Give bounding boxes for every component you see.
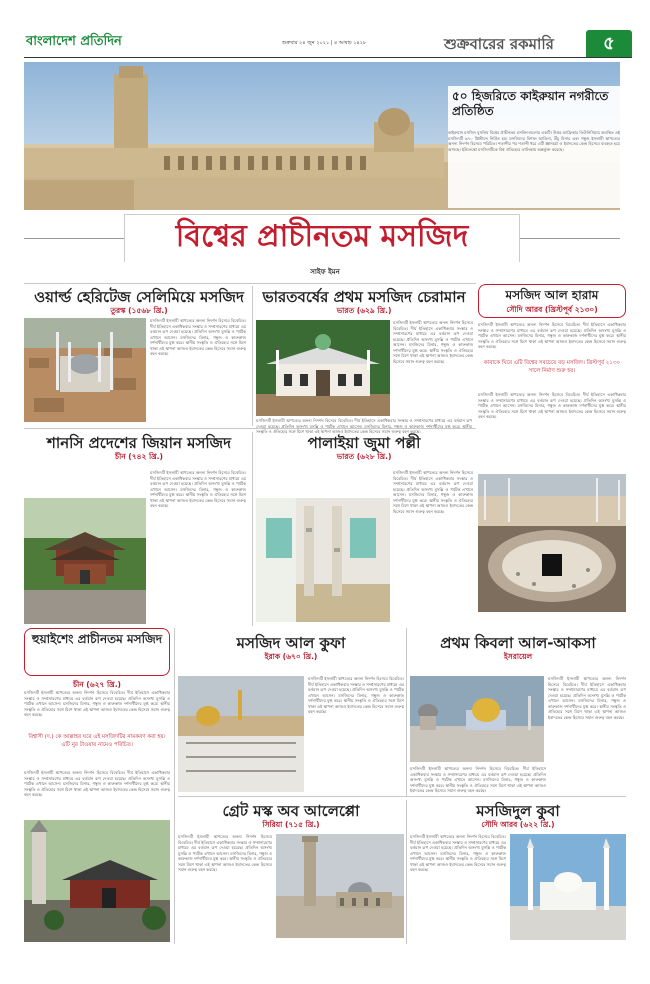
article-title-kufa: মসজিদ আল কুফা: [236, 634, 346, 652]
haram-quote-text: কাবাকে ঘিরে এটি বিশ্বের সবচেয়ে বড় মসজিদ। খ্রিস্টপূর্ব ২১৩০ সালে নির্মাণ শুরু হয়।: [483, 360, 621, 374]
article-body-aqsa: মসজিদটি ইসলামী স্থাপত্যের অনন্য নিদর্শন হিসেবে বিবেচিত। দীর্ঘ ইতিহাসে একাধিকবার সংস্কার ও সম্প্রসারণের মাধ্যমে এর বর্তমান রূপ দেওয়া হয়েছে। প্রতিদিন অসংখ্য মুসল্লি ও পর্যটক এখানে আসেন। মসজিদের মিনার, গম্বুজ ও কারুকাজ দর্শনার্থীদের মুগ্ধ করে। স্থানীয় সংস্কৃতি ও ঐতিহ্যের সঙ্গে মিশে থাকা এই স্থাপনা আজও ইবাদতের কেন্দ্র হিসেবে সমান গুরুত্ব বহন করছে।: [548, 676, 626, 720]
rule-row1-top: [24, 283, 476, 284]
location-cheraman: ভারত (৬২৯ খ্রি.): [336, 306, 392, 315]
haram-quote: [478, 360, 626, 390]
location-haram: সৌদি আরব (খ্রিস্টপূর্ব ২১৩০): [506, 305, 598, 314]
rule-row2-top: [24, 428, 476, 429]
article-body-huaisheng: মসজিদটি ইসলামী স্থাপত্যের অনন্য নিদর্শন হিসেবে বিবেচিত। দীর্ঘ ইতিহাসে একাধিকবার সংস্কার ও সম্প্রসারণের মাধ্যমে এর বর্তমান রূপ দেওয়া হয়েছে। প্রতিদিন অসংখ্য মুসল্লি ও পর্যটক এখানে আসেন। মসজিদের মিনার, গম্বুজ ও কারুকাজ দর্শনার্থীদের মুগ্ধ করে। স্থানীয় সংস্কৃতি ও ঐতিহ্যের সঙ্গে মিশে থাকা এই স্থাপনা আজও ইবাদতের কেন্দ্র হিসেবে সমান গুরুত্ব বহন করছে।: [24, 690, 170, 717]
top-story-headline: ৫০ হিজরিতে কাইরুয়ান নগরীতে প্রতিষ্ঠিত: [452, 89, 609, 118]
article-body-aleppo: মসজিদটি ইসলামী স্থাপত্যের অনন্য নিদর্শন হিসেবে বিবেচিত। দীর্ঘ ইতিহাসে একাধিকবার সংস্কার ও সম্প্রসারণের মাধ্যমে এর বর্তমান রূপ দেওয়া হয়েছে। প্রতিদিন অসংখ্য মুসল্লি ও পর্যটক এখানে আসেন। মসজিদের মিনার, গম্বুজ ও কারুকাজ দর্শনার্থীদের মুগ্ধ করে। স্থানীয় সংস্কৃতি ও ঐতিহ্যের সঙ্গে মিশে থাকা এই স্থাপনা আজও ইবাদতের কেন্দ্র হিসেবে সমান গুরুত্ব বহন করছে।: [178, 834, 272, 872]
article-body-huaisheng-2: মসজিদটি ইসলামী স্থাপত্যের অনন্য নিদর্শন হিসেবে বিবেচিত। দীর্ঘ ইতিহাসে একাধিকবার সংস্কার ও সম্প্রসারণের মাধ্যমে এর বর্তমান রূপ দেওয়া হয়েছে। প্রতিদিন অসংখ্য মুসল্লি ও পর্যটক এখানে আসেন। মসজিদের মিনার, গম্বুজ ও কারুকাজ দর্শনার্থীদের মুগ্ধ করে। স্থানীয় সংস্কৃতি ও ঐতিহ্যের সঙ্গে মিশে থাকা এই স্থাপনা আজও ইবাদতের কেন্দ্র হিসেবে সমান গুরুত্ব বহন করছে।: [24, 770, 170, 797]
article-title-palaiya: পালাইয়া জুমা পল্লী: [307, 434, 421, 452]
article-title-haram: মসজিদ আল হারাম: [505, 288, 599, 302]
top-story-body: কাইরুয়ান মসজিদ মুসলিম বিশ্বের প্রাচীনতম মসজিদগুলোর একটি। উত্তর আফ্রিকার তিউনিসিয়ায় অবস্থিত এই মসজিদটি ৬৭০ খ্রিস্টাব্দে নির্মিত হয়। মসজিদের বিশাল আঙিনা, উঁচু মিনার এবং গম্বুজ ইসলামী স্থাপত্যের অনন্য নিদর্শন হিসেবে পরিচিত। শতাব্দীর পর শতাব্দী ধরে এটি জ্ঞানচর্চা ও ইবাদতের কেন্দ্র হিসেবে ব্যবহৃত হয়ে আসছে। ইউনেস্কো মসজিদটিকে বিশ্ব ঐতিহ্যের তালিকায় অন্তর্ভুক্ত করেছে।: [448, 130, 621, 152]
article-body-haram: মসজিদটি ইসলামী স্থাপত্যের অনন্য নিদর্শন হিসেবে বিবেচিত। দীর্ঘ ইতিহাসে একাধিকবার সংস্কার ও সম্প্রসারণের মাধ্যমে এর বর্তমান রূপ দেওয়া হয়েছে। প্রতিদিন অসংখ্য মুসল্লি ও পর্যটক এখানে আসেন। মসজিদের মিনার, গম্বুজ ও কারুকাজ দর্শনার্থীদের মুগ্ধ করে। স্থানীয় সংস্কৃতি ও ঐতিহ্যের সঙ্গে মিশে থাকা এই স্থাপনা আজও ইবাদতের কেন্দ্র হিসেবে সমান গুরুত্ব বহন করছে।: [478, 322, 626, 349]
article-body-xian: মসজিদটি ইসলামী স্থাপত্যের অনন্য নিদর্শন হিসেবে বিবেচিত। দীর্ঘ ইতিহাসে একাধিকবার সংস্কার ও সম্প্রসারণের মাধ্যমে এর বর্তমান রূপ দেওয়া হয়েছে। প্রতিদিন অসংখ্য মুসল্লি ও পর্যটক এখানে আসেন। মসজিদের মিনার, গম্বুজ ও কারুকাজ দর্শনার্থীদের মুগ্ধ করে। স্থানীয় সংস্কৃতি ও ঐতিহ্যের সঙ্গে মিশে থাকা এই স্থাপনা আজও ইবাদতের কেন্দ্র হিসেবে সমান গুরুত্ব বহন করছে।: [150, 470, 246, 508]
article-body-cheraman: মসজিদটি ইসলামী স্থাপত্যের অনন্য নিদর্শন হিসেবে বিবেচিত। দীর্ঘ ইতিহাসে একাধিকবার সংস্কার ও সম্প্রসারণের মাধ্যমে এর বর্তমান রূপ দেওয়া হয়েছে। প্রতিদিন অসংখ্য মুসল্লি ও পর্যটক এখানে আসেন। মসজিদের মিনার, গম্বুজ ও কারুকাজ দর্শনার্থীদের মুগ্ধ করে। স্থানীয় সংস্কৃতি ও ঐতিহ্যের সঙ্গে মিশে থাকা এই স্থাপনা আজও ইবাদতের কেন্দ্র হিসেবে সমান গুরুত্ব বহন করছে।: [393, 320, 473, 364]
date-line: শুক্রবার ২৪ জুন ২০২১ | ৪ আষাঢ় ১৪২৮: [282, 40, 367, 46]
article-body-palaiya: মসজিদটি ইসলামী স্থাপত্যের অনন্য নিদর্শন হিসেবে বিবেচিত। দীর্ঘ ইতিহাসে একাধিকবার সংস্কার ও সম্প্রসারণের মাধ্যমে এর বর্তমান রূপ দেওয়া হয়েছে। প্রতিদিন অসংখ্য মুসল্লি ও পর্যটক এখানে আসেন। মসজিদের মিনার, গম্বুজ ও কারুকাজ দর্শনার্থীদের মুগ্ধ করে। স্থানীয় সংস্কৃতি ও ঐতিহ্যের সঙ্গে মিশে থাকা এই স্থাপনা আজও ইবাদতের কেন্দ্র হিসেবে সমান গুরুত্ব বহন করছে।: [393, 470, 473, 514]
huaisheng-quote-text: বিশ্বাসী (দ.) কে আল্লাহর ঘরে এই মসজিদটির নামকরণ করা হয়। এটি নুর টাওয়ার নামেও পরিচিত।: [28, 734, 166, 748]
location-aqsa: ইসরায়েল: [503, 652, 533, 661]
byline: সাইফ ইমন: [310, 268, 340, 276]
rule-col4: [406, 628, 407, 796]
page-number: ৫: [603, 33, 615, 54]
huaisheng-photo: [24, 820, 170, 942]
article-title-quba: মসজিদুল কুবা: [476, 802, 560, 820]
article-body-selimiye: মসজিদটি ইসলামী স্থাপত্যের অনন্য নিদর্শন হিসেবে বিবেচিত। দীর্ঘ ইতিহাসে একাধিকবার সংস্কার ও সম্প্রসারণের মাধ্যমে এর বর্তমান রূপ দেওয়া হয়েছে। প্রতিদিন অসংখ্য মুসল্লি ও পর্যটক এখানে আসেন। মসজিদের মিনার, গম্বুজ ও কারুকাজ দর্শনার্থীদের মুগ্ধ করে। স্থানীয় সংস্কৃতি ও ঐতিহ্যের সঙ্গে মিশে থাকা এই স্থাপনা আজও ইবাদতের কেন্দ্র হিসেবে সমান গুরুত্ব বহন করছে।: [150, 318, 246, 356]
main-title: বিশ্বের প্রাচীনতম মসজিদ: [124, 214, 520, 262]
location-palaiya: ভারত (৬২৮ খ্রি.): [336, 452, 392, 461]
article-title-huaisheng: হুয়াইশেং প্রাচীনতম মসজিদ: [31, 632, 163, 646]
article-title-aleppo: গ্রেট মস্ক অব আলেপ্পো: [222, 802, 360, 820]
location-kufa: ইরাক (৬৭০ খ্রি.): [264, 652, 318, 661]
main-title-rule-left: [24, 238, 124, 239]
location-xian: চীন (৭৪২ খ্রি.): [115, 452, 163, 461]
article-title-aqsa: প্রথম কিবলা আল-আকসা: [440, 634, 596, 652]
location-aleppo: সিরিয়া (৭১৫ খ্রি.): [262, 820, 320, 829]
article-title-cheraman: ভারতবর্ষের প্রথম মসজিদ চেরামান: [262, 288, 466, 306]
rule-col3: [174, 628, 175, 944]
article-body-quba: মসজিদটি ইসলামী স্থাপত্যের অনন্য নিদর্শন হিসেবে বিবেচিত। দীর্ঘ ইতিহাসে একাধিকবার সংস্কার ও সম্প্রসারণের মাধ্যমে এর বর্তমান রূপ দেওয়া হয়েছে। প্রতিদিন অসংখ্য মুসল্লি ও পর্যটক এখানে আসেন। মসজিদের মিনার, গম্বুজ ও কারুকাজ দর্শনার্থীদের মুগ্ধ করে। স্থানীয় সংস্কৃতি ও ঐতিহ্যের সঙ্গে মিশে থাকা এই স্থাপনা আজও ইবাদতের কেন্দ্র হিসেবে সমান গুরুত্ব বহন করছে।: [410, 834, 506, 872]
quba-photo: [510, 834, 626, 940]
haram-photo: [478, 474, 626, 612]
cheraman-photo: [256, 320, 390, 416]
kufa-photo: [178, 676, 304, 792]
xian-photo: [24, 498, 146, 624]
section-name: শুক্রবারের রকমারি: [444, 35, 554, 53]
location-selimiye: তুরস্ক (১৫৬৮ খ্রি.): [110, 306, 168, 315]
article-body-kufa: মসজিদটি ইসলামী স্থাপত্যের অনন্য নিদর্শন হিসেবে বিবেচিত। দীর্ঘ ইতিহাসে একাধিকবার সংস্কার ও সম্প্রসারণের মাধ্যমে এর বর্তমান রূপ দেওয়া হয়েছে। প্রতিদিন অসংখ্য মুসল্লি ও পর্যটক এখানে আসেন। মসজিদের মিনার, গম্বুজ ও কারুকাজ দর্শনার্থীদের মুগ্ধ করে। স্থানীয় সংস্কৃতি ও ঐতিহ্যের সঙ্গে মিশে থাকা এই স্থাপনা আজও ইবাদতের কেন্দ্র হিসেবে সমান গুরুত্ব বহন করছে।: [308, 676, 404, 714]
article-title-selimiye: ওয়ার্ল্ড হেরিটেজ সেলিমিয়ে মসজিদ: [34, 288, 244, 306]
article-title-xian: শানসি প্রদেশের জিয়ান মসজিদ: [47, 434, 231, 452]
article-body-aqsa-2: মসজিদটি ইসলামী স্থাপত্যের অনন্য নিদর্শন হিসেবে বিবেচিত। দীর্ঘ ইতিহাসে একাধিকবার সংস্কার ও সম্প্রসারণের মাধ্যমে এর বর্তমান রূপ দেওয়া হয়েছে। প্রতিদিন অসংখ্য মুসল্লি ও পর্যটক এখানে আসেন। মসজিদের মিনার, গম্বুজ ও কারুকাজ দর্শনার্থীদের মুগ্ধ করে। স্থানীয় সংস্কৃতি ও ঐতিহ্যের সঙ্গে মিশে থাকা এই স্থাপনা আজও ইবাদতের কেন্দ্র হিসেবে সমান গুরুত্ব বহন করছে।: [410, 766, 546, 793]
location-quba: সৌদি আরব (৬২২ খ্রি.): [481, 820, 555, 829]
rule-col2: [252, 432, 253, 626]
logo: [26, 32, 122, 53]
location-huaisheng: চীন (৬২৭ খ্রি.): [73, 680, 121, 689]
rule-col1: [252, 286, 253, 426]
rule-row4-top: [178, 796, 626, 797]
palaiya-photo: [256, 498, 390, 622]
logo-text: বাংলাদেশ প্রতিদিন: [26, 34, 122, 49]
masthead: [24, 30, 632, 58]
main-title-rule-right: [520, 238, 620, 239]
aleppo-photo: [276, 834, 404, 938]
rule-col5: [406, 800, 407, 944]
huaisheng-quote: [26, 734, 168, 766]
page-number-badge: [586, 30, 632, 57]
aqsa-photo: [410, 676, 544, 762]
article-body-cheraman-foot: মসজিদটি ইসলামী স্থাপত্যের অনন্য নিদর্শন হিসেবে বিবেচিত। দীর্ঘ ইতিহাসে একাধিকবার সংস্কার ও সম্প্রসারণের মাধ্যমে এর বর্তমান রূপ দেওয়া হয়েছে। প্রতিদিন অসংখ্য মুসল্লি ও পর্যটক এখানে আসেন। মসজিদের মিনার, গম্বুজ ও কারুকাজ দর্শনার্থীদের মুগ্ধ করে। স্থানীয় সংস্কৃতি ও ঐতিহ্যের সঙ্গে মিশে থাকা এই স্থাপনা আজও ইবাদতের কেন্দ্র হিসেবে সমান গুরুত্ব বহন করছে।: [256, 418, 472, 434]
article-body-haram-2: মসজিদটি ইসলামী স্থাপত্যের অনন্য নিদর্শন হিসেবে বিবেচিত। দীর্ঘ ইতিহাসে একাধিকবার সংস্কার ও সম্প্রসারণের মাধ্যমে এর বর্তমান রূপ দেওয়া হয়েছে। প্রতিদিন অসংখ্য মুসল্লি ও পর্যটক এখানে আসেন। মসজিদের মিনার, গম্বুজ ও কারুকাজ দর্শনার্থীদের মুগ্ধ করে। স্থানীয় সংস্কৃতি ও ঐতিহ্যের সঙ্গে মিশে থাকা এই স্থাপনা আজও ইবাদতের কেন্দ্র হিসেবে সমান গুরুত্ব বহন করছে।: [478, 392, 626, 419]
selimiye-photo: [24, 318, 146, 422]
